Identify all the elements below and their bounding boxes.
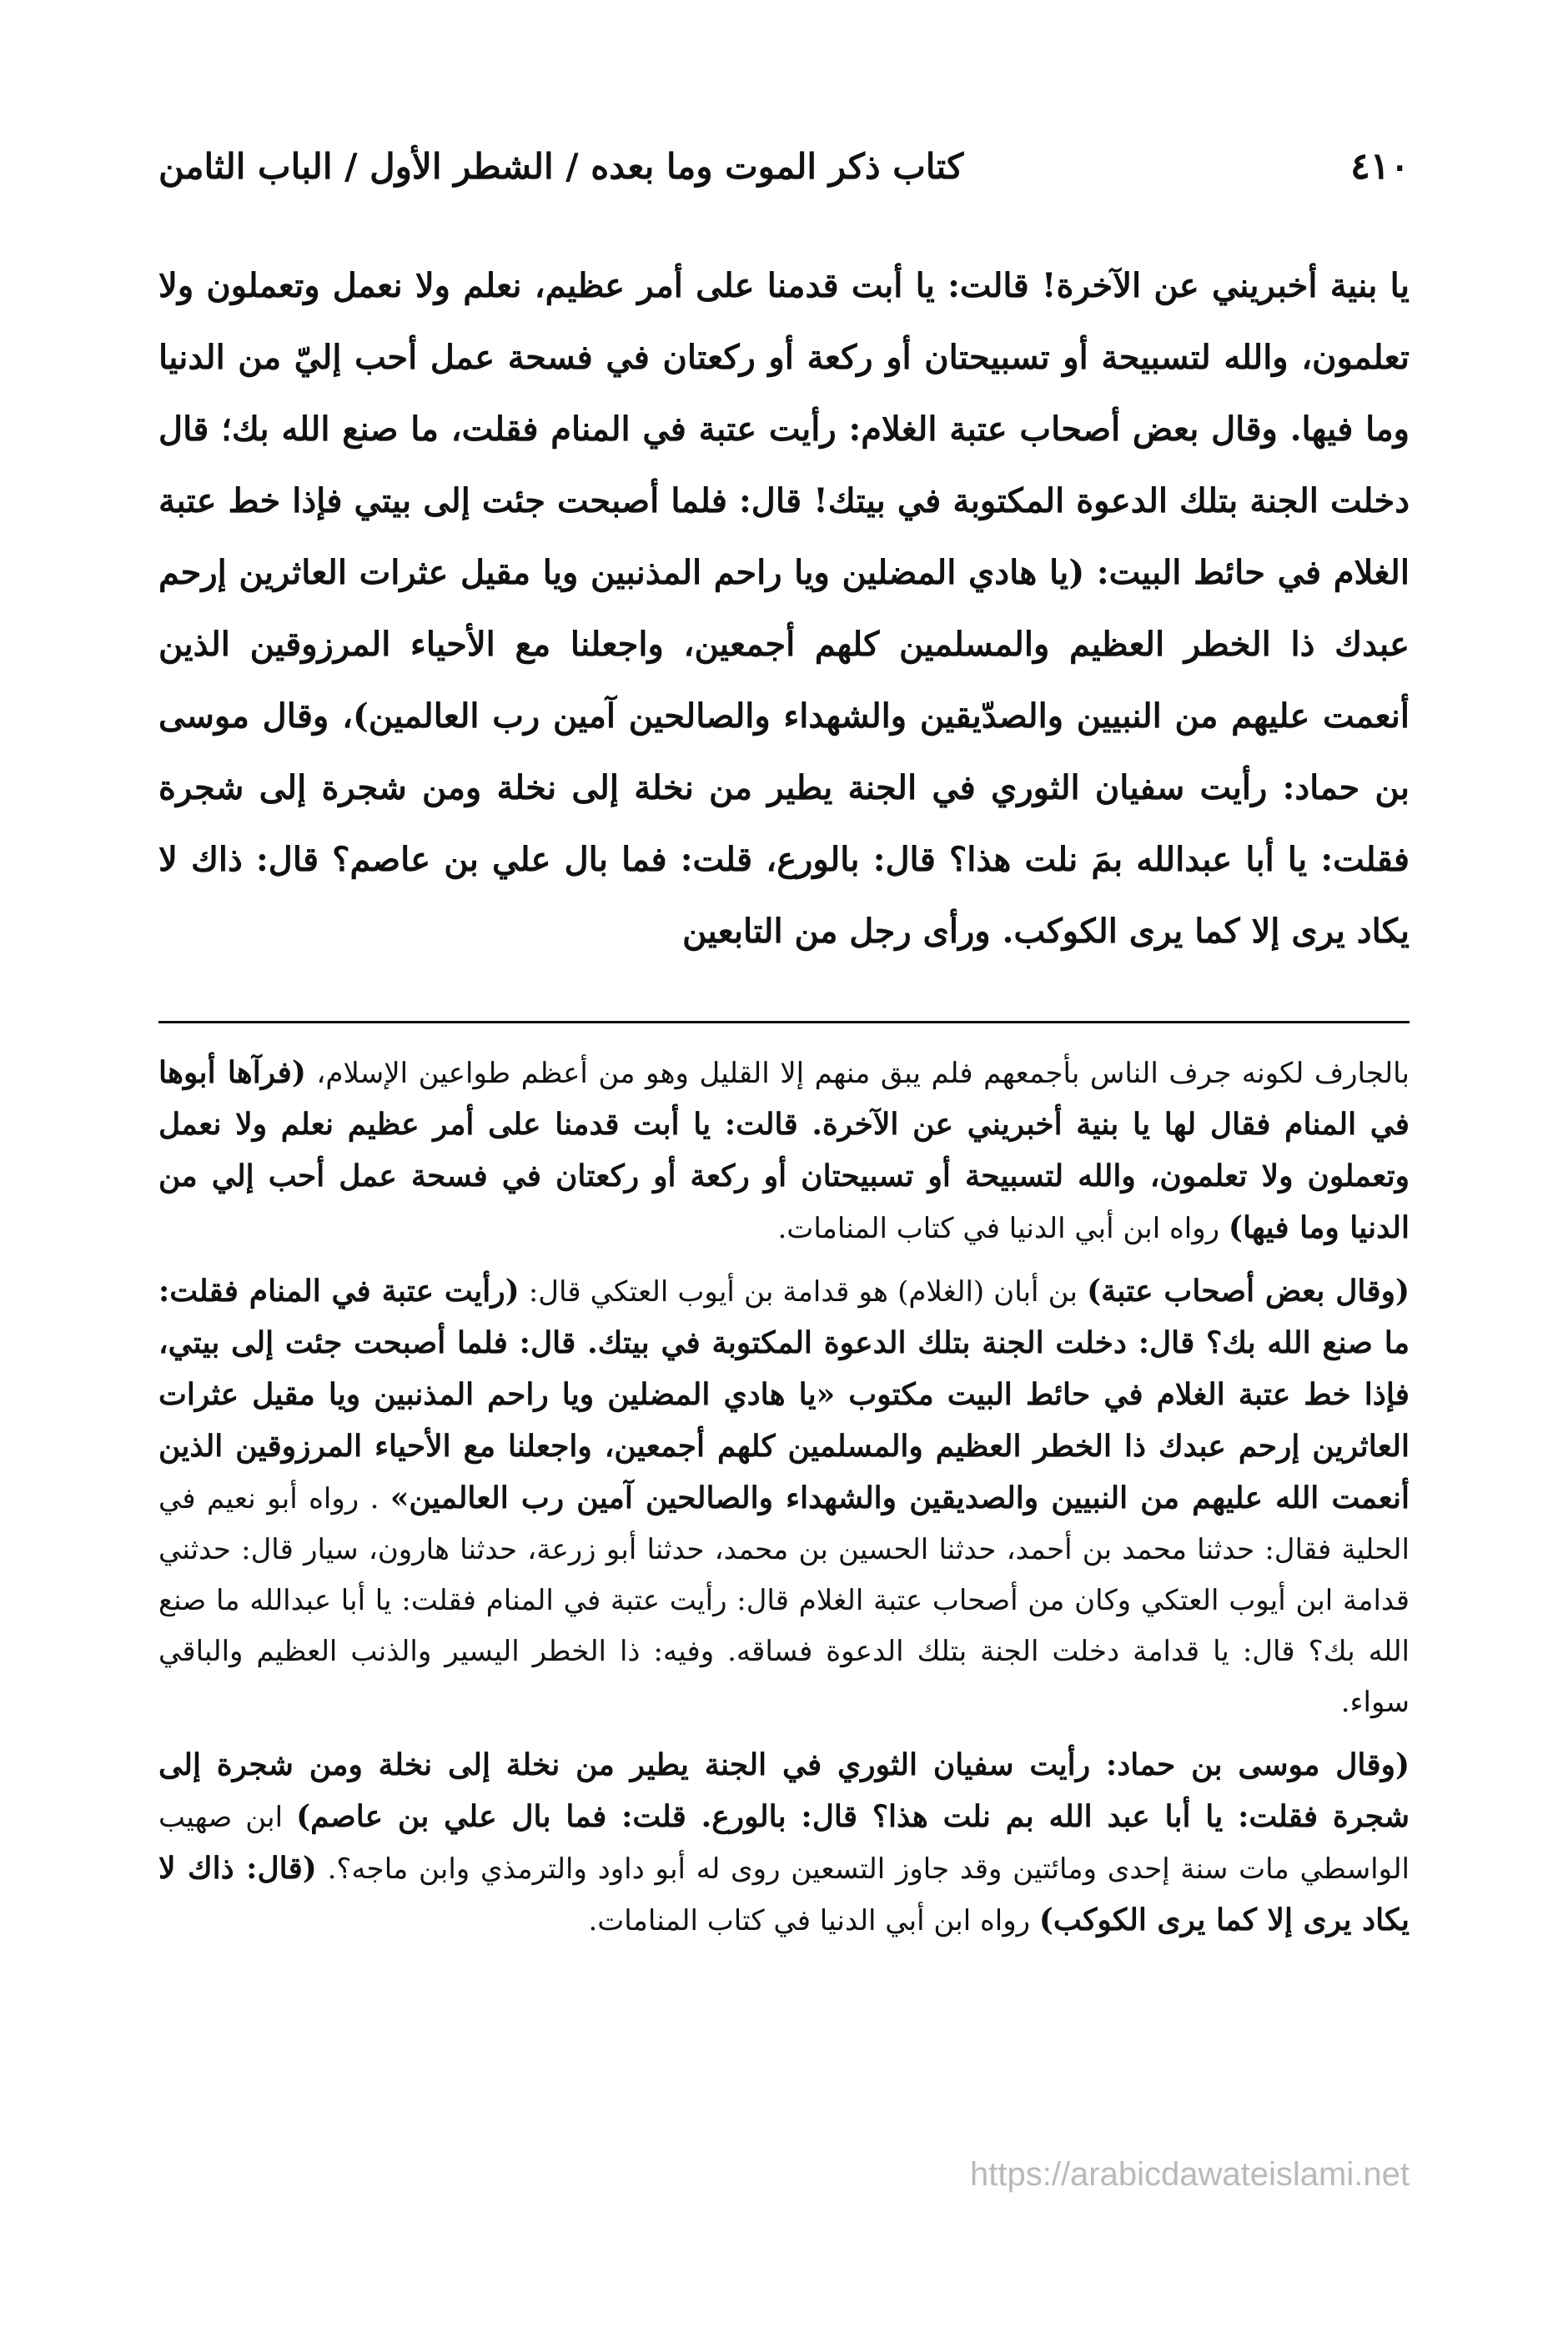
footnote-1-source: رواه ابن أبي الدنيا في كتاب المنامات. (777, 1212, 1220, 1245)
footnote-2-quote: (وقال بعض أصحاب عتبة) (1087, 1274, 1410, 1309)
footnote-3 (158, 1740, 1410, 1947)
footnote-3-quote: (وقال موسى بن حماد: رأيت سفيان الثوري في الجنة يطير من نخلة إلى نخلة ومن شجرة إلى شجرة فقلت: يا أبا عبد الله بم نلت هذا؟ قال: بالورع. قلت: فما بال علي بن عاصم) (158, 1747, 1410, 1834)
footnote-divider (158, 1021, 1410, 1023)
main-paragraph: يا بنية أخبريني عن الآخرة! قالت: يا أبت قدمنا على أمر عظيم، نعلم ولا نعمل وتعملون ولا تعلمون، والله لتسبيحة أو تسبيحتان أو ركعة أو ركعتان في فسحة عمل أحب إليّ من الدنيا وما فيها. وقال بعض أصحاب عتبة الغلام: رأيت عتبة في المنام فقلت، ما صنع الله بك؛ قال دخلت الجنة بتلك الدعوة المكتوبة في بيتك! قال: فلما أصبحت جئت إلى بيتي فإذا خط عتبة الغلام في حائط البيت: (يا هادي المضلين ويا راحم المذنبين ويا مقيل عثرات العاثرين إرحم عبدك ذا الخطر العظيم والمسلمين كلهم أجمعين، واجعلنا مع الأحياء المرزوقين الذين أنعمت عليهم من النبيين والصدّيقين والشهداء والصالحين آمين رب العالمين)، وقال موسى بن حماد: رأيت سفيان الثوري في الجنة يطير من نخلة إلى نخلة ومن شجرة إلى شجرة فقلت: يا أبا عبدالله بمَ نلت هذا؟ قال: بالورع، قلت: فما بال علي بن عاصم؟ قال: ذاك لا يكاد يرى إلا كما يرى الكوكب. ورأى رجل من التابعين (158, 266, 1410, 951)
watermark-url: https://arabicdawateislami.net (970, 2156, 1410, 2193)
footnote-3-source: رواه ابن أبي الدنيا في كتاب المنامات. (588, 1904, 1031, 1937)
footnote-3-middle: ابن صهيب الواسطي مات سنة إحدى ومائتين وقد جاوز التسعين روى له أبو داود والترمذي وابن ماجه؟. (158, 1801, 1410, 1886)
footnote-2-quote-2: (رأيت عتبة في المنام فقلت: ما صنع الله بك؟ قال: دخلت الجنة بتلك الدعوة المكتوبة في بيتك. قال: فلما أصبحت جئت إلى بيتي، فإذا خط عتبة الغلام في حائط البيت مكتوب «يا هادي المضلين ويا راحم المذنبين ويا مقيل عثرات العاثرين إرحم عبدك ذا الخطر العظيم والمسلمين كلهم أجمعين، واجعلنا مع الأحياء المرزوقين الذين أنعمت الله عليهم من النبيين والصديقين والشهداء والصالحين آمين رب العالمين» (158, 1274, 1410, 1515)
main-text-body (158, 250, 1410, 967)
footnote-1-quote: (فرآها أبوها في المنام فقال لها يا بنية أخبريني عن الآخرة. قالت: يا أبت قدمنا على أمر عظيم نعلم ولا نعمل وتعملون ولا تعلمون، والله لتسبيحة أو تسبيحتان أو ركعة أو ركعتان في فسحة عمل أحب إلي من الدنيا وما فيها) (158, 1055, 1410, 1245)
footnote-2 (158, 1266, 1410, 1728)
footnote-1 (158, 1048, 1410, 1254)
footnotes-section (158, 1048, 1410, 1947)
page-number: ٤١٠ (1350, 145, 1410, 188)
footnote-2-source: . رواه أبو نعيم في الحلية فقال: حدثنا محمد بن أحمد، حدثنا الحسين بن محمد، حدثنا أبو زرعة، حدثنا هارون، سيار قال: حدثني قدامة ابن أيوب العتكي وكان من أصحاب عتبة الغلام قال: رأيت عتبة في المنام فقلت: يا أبا عبدالله ما صنع الله بك؟ قال: يا قدامة دخلت الجنة بتلك الدعوة فساقه. وفيه: ذا الخطر اليسير والذنب العظيم والباقي سواء. (158, 1482, 1410, 1719)
running-title: كتاب ذكر الموت وما بعده / الشطر الأول / الباب الثامن (158, 146, 964, 187)
running-header (158, 142, 1410, 200)
footnote-3-quote-2: (قال: ذاك لا يكاد يرى إلا كما يرى الكوكب) (158, 1851, 1410, 1937)
footnote-2-middle: بن أبان (الغلام) هو قدامة بن أيوب العتكي قال: (528, 1275, 1078, 1309)
footnote-1-intro: بالجارف لكونه جرف الناس بأجمعهم فلم يبق منهم إلا القليل وهو من أعظم طواعين الإسلام، (316, 1057, 1410, 1090)
